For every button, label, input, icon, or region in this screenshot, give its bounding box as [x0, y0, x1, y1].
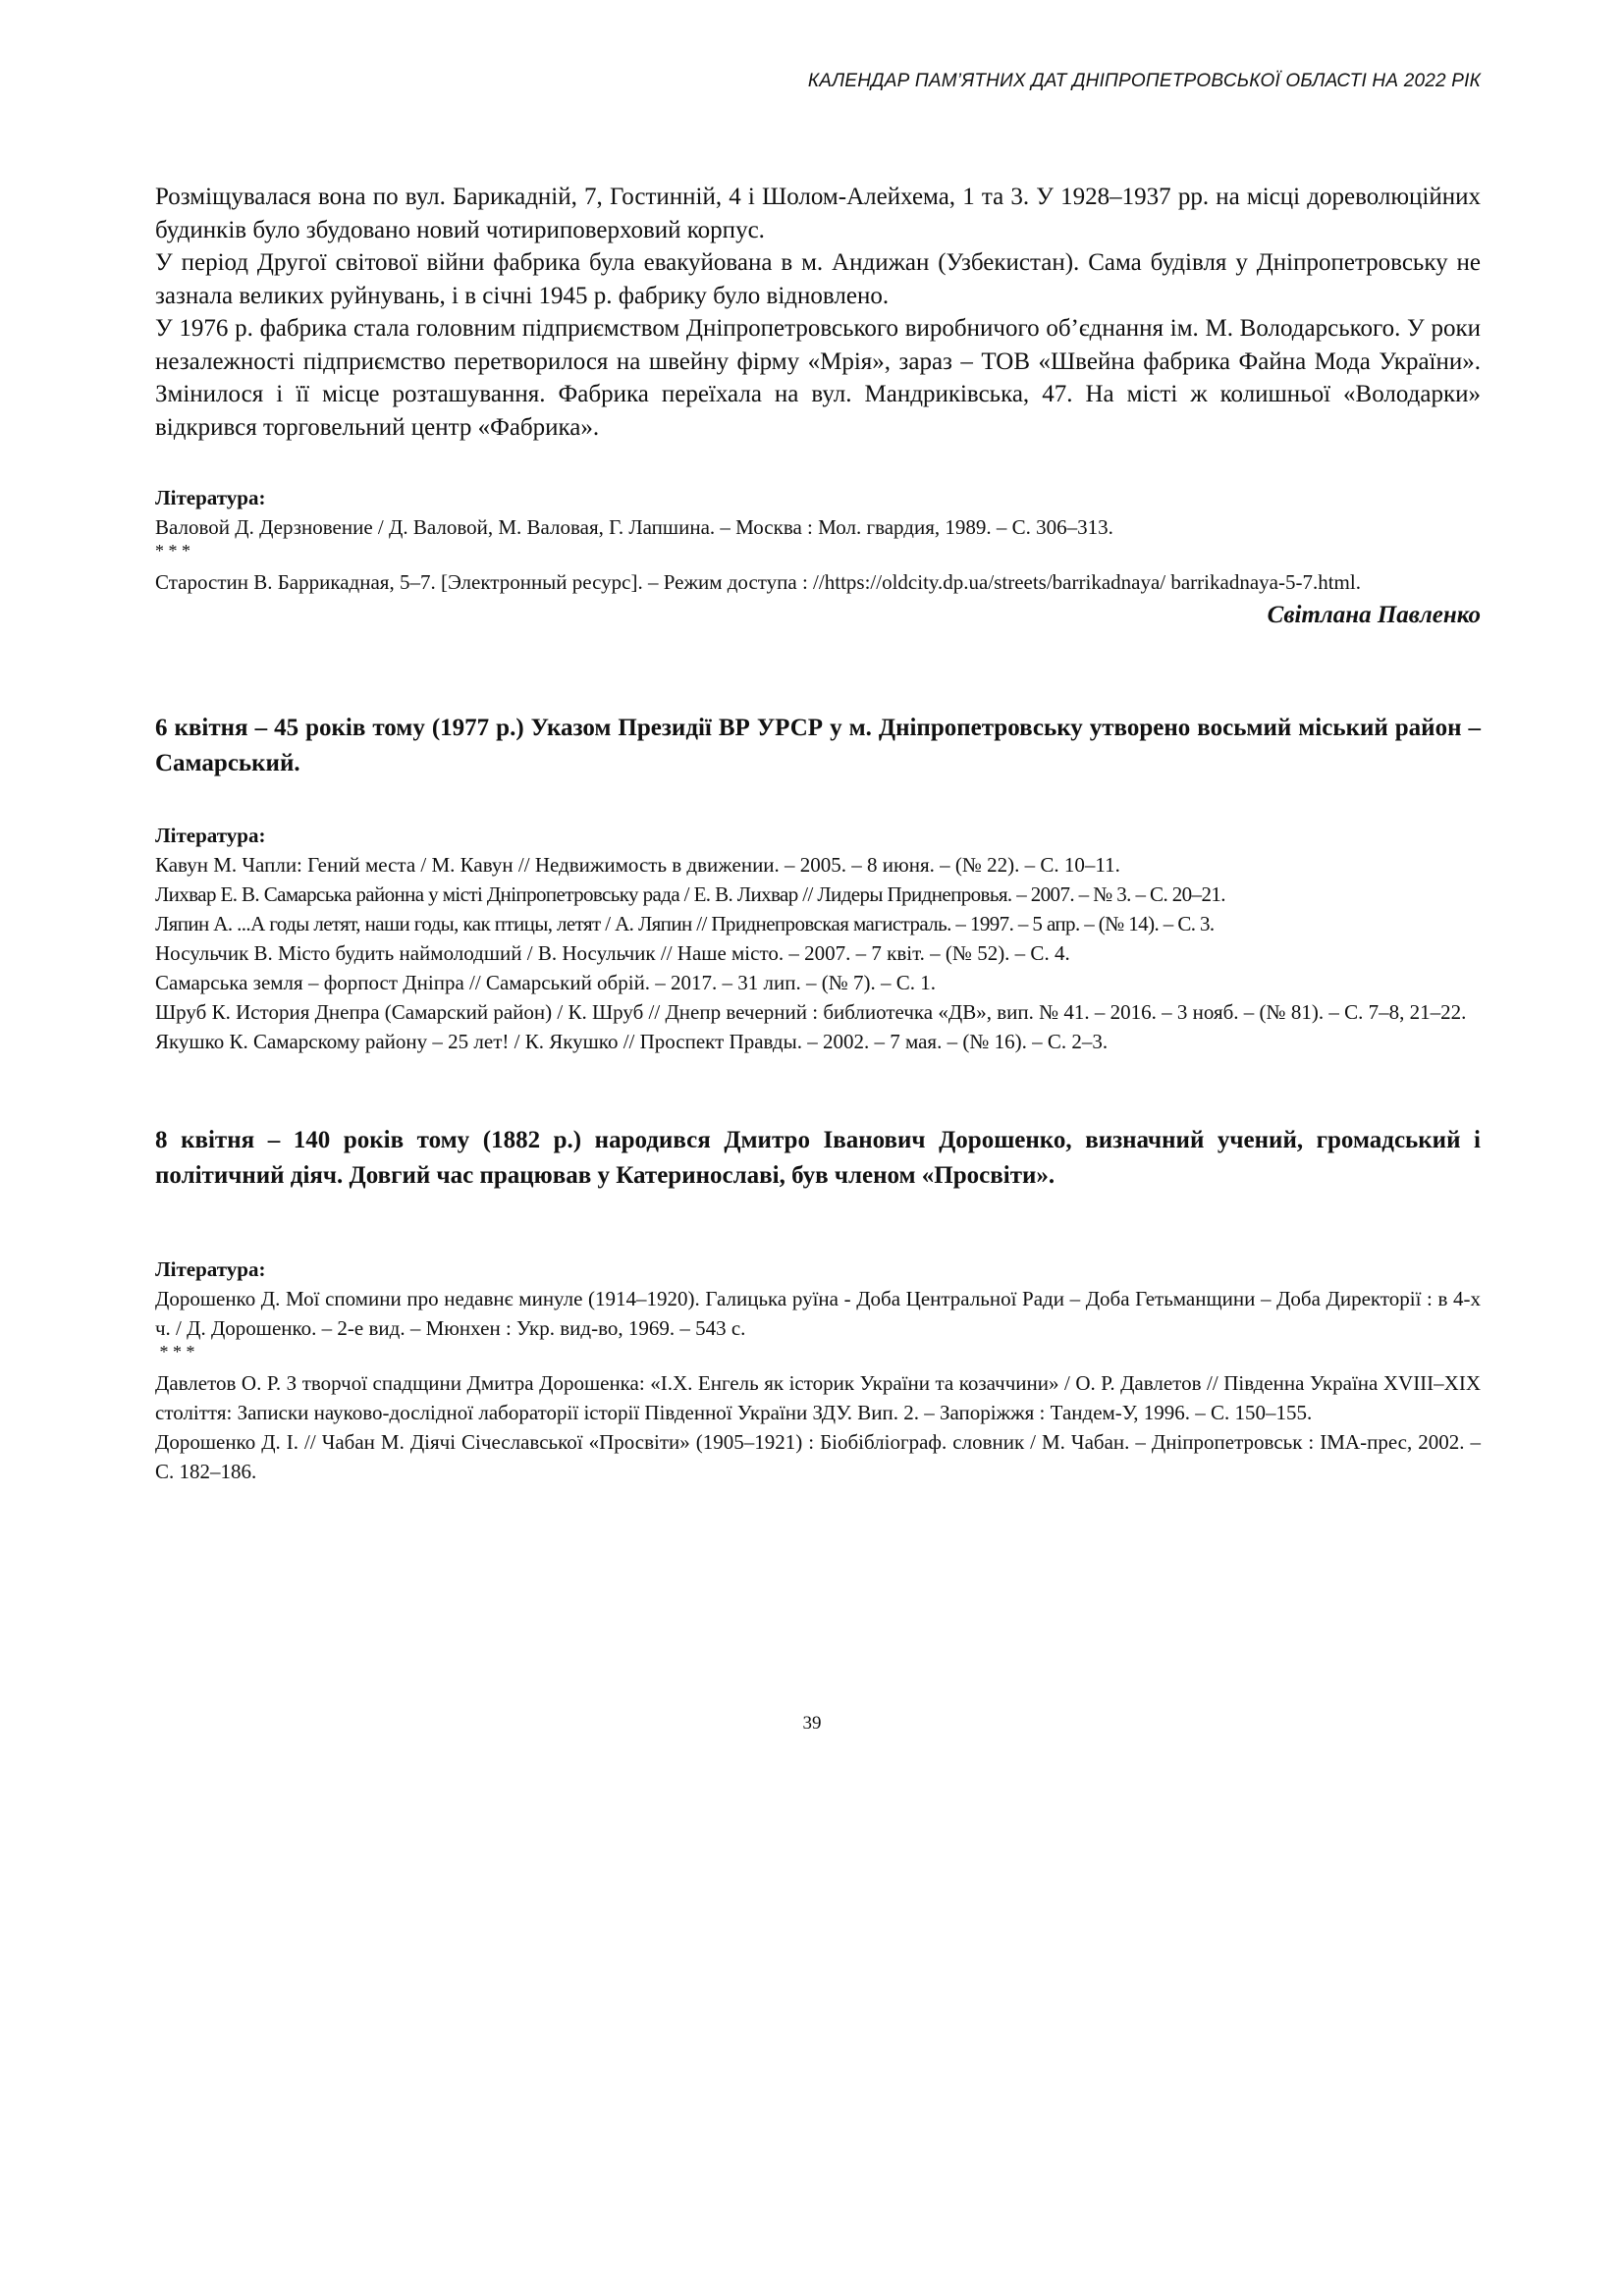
literature-item: Дорошенко Д. Мої спомини про недавнє минуле (1914–1920). Галицька руїна - Доба Центральної Ради – Доба Гетьманщини – Доба Директорії : в 4-х ч. / Д. Дорошенко. – 2-е вид. – Мюнхен : Укр. вид-во, 1969. – 543 с. — [155, 1287, 1481, 1340]
literature-item: Давлетов О. Р. З творчої спадщини Дмитра Дорошенка: «І.Х. Енгель як історик України та козаччини» / О. Р. Давлетов // Південна Україна XVIII–XIX століття: Записки науково-дослідної лабораторії історії Південної України ЗДУ. Вип. 2. – Запоріжжя : Тандем-У, 1996. – С. 150–155. — [155, 1371, 1481, 1424]
separator-stars: * * * — [155, 1342, 195, 1362]
literature-item: Кавун М. Чапли: Гений места / М. Кавун // Недвижимость в движении. – 2005. – 8 июня. – (№ 22). – С. 10–11. — [155, 853, 1120, 877]
literature-item: Носульчик В. Місто будить наймолодший / В. Носульчик // Наше місто. – 2007. – 7 квіт. – (№ 52). – С. 4. — [155, 941, 1070, 965]
literature-title: Література: — [155, 824, 266, 847]
running-header: КАЛЕНДАР ПАМ’ЯТНИХ ДАТ ДНІПРОПЕТРОВСЬКОЇ ОБЛАСТІ НА 2022 РІК — [807, 71, 1481, 91]
event-section — [155, 711, 1481, 1056]
literature-item: Самарська земля – форпост Дніпра // Самарський обрій. – 2017. – 31 лип. – (№ 7). – С. 1. — [155, 971, 937, 994]
paragraph: У період Другої світової війни фабрика була евакуйована в м. Андижан (Узбекистан). Сама будівля у Дніпропетровську не зазнала великих руйнувань, і в січні 1945 р. фабрику було відновлено. — [155, 249, 1481, 309]
intro-text — [155, 181, 1481, 444]
literature-block — [155, 483, 1481, 632]
literature-title: Література: — [155, 486, 266, 509]
event-heading: 8 квітня – 140 років тому (1882 р.) народився Дмитро Іванович Дорошенко, визначний учений, громадський і політичний діяч. Довгий час працював у Катеринославі, був членом «Просвіти». — [155, 1127, 1481, 1189]
literature-item: Старостин В. Баррикадная, 5–7. [Электронный ресурс]. – Режим доступа : //https://oldcity.dp.ua/streets/barrikadnaya/ barrikadnaya-5-7.html. — [155, 570, 1361, 594]
literature-item: Лихвар Е. В. Самарська районна у місті Дніпропетровську рада / Е. В. Лихвар // Лидеры Приднепровья. – 2007. – № 3. – С. 20–21. — [155, 882, 1225, 906]
author-signature: Світлана Павленко — [1267, 602, 1481, 628]
document-page — [155, 69, 1481, 1486]
page-number: 39 — [802, 1713, 822, 1734]
separator-stars: * * * — [155, 541, 190, 561]
literature-block — [155, 821, 1481, 1056]
literature-block — [155, 1255, 1481, 1486]
paragraph: Розміщувалася вона по вул. Барикадній, 7, Гостинній, 4 і Шолом-Алейхема, 1 та 3. У 1928–1937 рр. на місці дореволюційних будинків було збудовано новий чотириповерховий корпус. — [155, 184, 1481, 243]
event-section — [155, 1123, 1481, 1486]
literature-item: Дорошенко Д. І. // Чабан М. Діячі Січеславської «Просвіти» (1905–1921) : Біобібліограф. словник / М. Чабан. – Дніпропетровськ : ІМА-прес, 2002. – С. 182–186. — [155, 1430, 1481, 1483]
literature-item: Валовой Д. Дерзновение / Д. Валовой, М. Валовая, Г. Лапшина. – Москва : Мол. гвардия, 1989. – С. 306–313. — [155, 515, 1113, 539]
paragraph: У 1976 р. фабрика стала головним підприємством Дніпропетровського виробничого об’єднання ім. М. Володарського. У роки незалежності підприємство перетворилося на швейну фірму «Мрія», зараз – ТОВ «Швейна фабрика Файна Мода України». Змінилося і її місце розташування. Фабрика переїхала на вул. Мандриківська, 47. На місті ж колишньої «Володарки» відкрився торговельний центр «Фабрика». — [155, 315, 1481, 441]
literature-title: Література: — [155, 1257, 266, 1281]
event-heading: 6 квітня – 45 років тому (1977 р.) Указом Президії ВР УРСР у м. Дніпропетровську утворено восьмий міський район – Самарський. — [155, 715, 1481, 776]
literature-item: Якушко К. Самарскому району – 25 лет! / К. Якушко // Проспект Правды. – 2002. – 7 мая. – (№ 16). – С. 2–3. — [155, 1030, 1109, 1053]
literature-item: Шруб К. История Днепра (Самарский район) / К. Шруб // Днепр вечерний : библиотечка «ДВ», вип. № 41. – 2016. – 3 нояб. – (№ 81). – С. 7–8, 21–22. — [155, 1000, 1467, 1024]
literature-item: Ляпин А. ...А годы летят, наши годы, как птицы, летят / А. Ляпин // Приднепровская магистраль. – 1997. – 5 апр. – (№ 14). – С. 3. — [155, 912, 1215, 935]
